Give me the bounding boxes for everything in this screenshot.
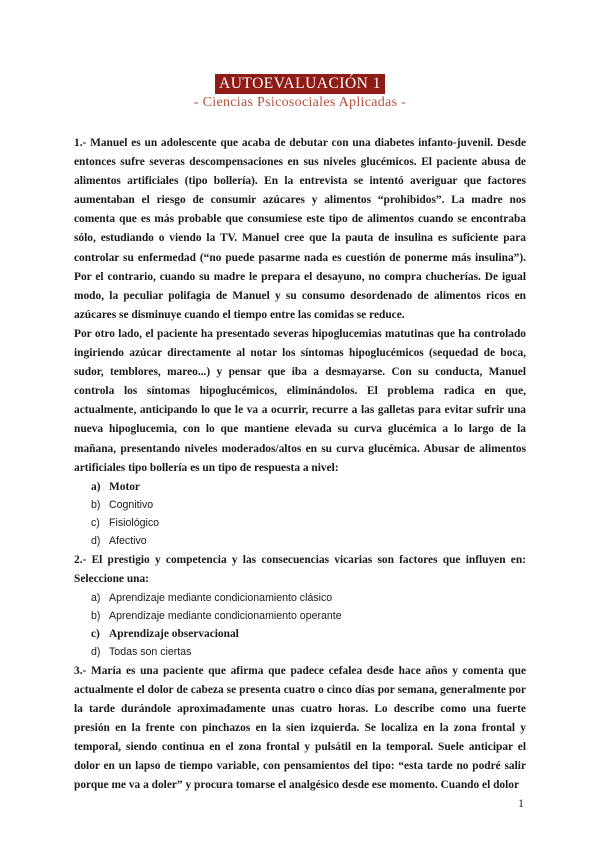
answer-option <box>91 514 526 532</box>
option-text: Aprendizaje observacional <box>109 628 239 641</box>
question-3-paragraph: 3.- María es una paciente que afirma que padece cefalea desde hace años y comenta que actualmente el dolor de cabeza se presenta cuatro o cinco días por semana, generalmente por la tarde durándole aproximadamente unas cuatro horas. Lo describe como una fuerte presión en la frente con pinchazos en la sien izquierda. Se localiza en la zona frontal y temporal, siendo continua en el zona frontal y pulsátil en la temporal. Suele anticipar el dolor en un lapso de tiempo variable, con pensamientos del tipo: “esta tarde no podré salir porque me va a doler” y procura tomarse el analgésico desde ese momento. Cuando el dolor <box>74 664 526 792</box>
question-2-paragraph: 2.- El prestigio y competencia y las consecuencias vicarias son factores que influyen en: Seleccione una: <box>74 553 526 585</box>
page-number: 1 <box>518 796 524 810</box>
questions-body <box>74 134 526 795</box>
option-text: Fisiológico <box>109 517 160 530</box>
option-letter: a) <box>91 591 101 604</box>
document-subtitle: - Ciencias Psicosociales Aplicadas - <box>193 95 407 110</box>
question-1-paragraph: 1.- Manuel es un adolescente que acaba de debutar con una diabetes infanto-juvenil. Desde entonces sufre severas descompensaciones en sus niveles glucémicos. El paciente abusa de alimentos artificiales (tipo bollería). En la entrevista se intentó averiguar que factores aumentaban el riesgo de consumir azúcares y alimentos “prohibidos”. La madre nos comenta que es más probable que consumiese este tipo de alimentos cuando se encontraba sólo, estudiando o viendo la TV. Manuel cree que la pauta de insulina es suficiente para controlar su enfermedad (“no puede pasarme nada es cuestión de ponerme más insulina”). Por el contrario, cuando su madre le prepara el desayuno, no compra chucherías. De igual modo, la peculiar polifagia de Manuel y su consumo desordenado de alimentos ricos en azúcares se disminuye cuando el tiempo entre las comidas se reduce. <box>74 137 526 321</box>
answer-option <box>91 589 526 607</box>
option-text: Afectivo <box>109 535 147 548</box>
option-letter: d) <box>91 646 101 659</box>
answer-option <box>91 532 526 550</box>
option-letter: c) <box>91 517 100 530</box>
option-text: Cognitivo <box>109 498 154 511</box>
option-text: Motor <box>109 480 140 493</box>
option-letter: c) <box>91 628 100 641</box>
option-letter: b) <box>91 609 101 622</box>
answer-option <box>91 496 526 514</box>
question-1-paragraph: Por otro lado, el paciente ha presentado severas hipoglucemias matutinas que ha controlado ingiriendo azúcar directamente al notar los síntomas hipoglucémicos (sequedad de boca, sudor, temblores, mareo...) y pensar que iba a desmayarse. Con su conducta, Manuel controla los síntomas hipoglucémicos, eliminándolos. El problema radica en que, actualmente, anticipando lo que le va a ocurrir, recurre a las galletas para evitar sufrir una nueva hipoglucemia, con lo que mantiene elevada su curva glucémica a lo largo de la mañana, presentando niveles moderados/altos en su curva glucémica. Abusar de alimentos artificiales tipo bollería es un tipo de respuesta a nivel: <box>74 327 526 474</box>
option-text: Aprendizaje mediante condicionamiento clásico <box>109 591 333 604</box>
answer-option <box>91 607 526 625</box>
option-text: Todas son ciertas <box>109 646 192 659</box>
option-letter: a) <box>91 480 101 493</box>
answer-option <box>91 643 526 661</box>
answer-option <box>91 625 526 643</box>
answer-option <box>91 478 526 496</box>
question-1-options <box>74 478 526 551</box>
document-title: AUTOEVALUACIÓN 1 <box>215 74 385 94</box>
question-2-options <box>74 589 526 662</box>
title-wrap <box>0 74 600 94</box>
option-text: Aprendizaje mediante condicionamiento operante <box>109 609 342 622</box>
option-letter: b) <box>91 498 101 511</box>
option-letter: d) <box>91 535 101 548</box>
